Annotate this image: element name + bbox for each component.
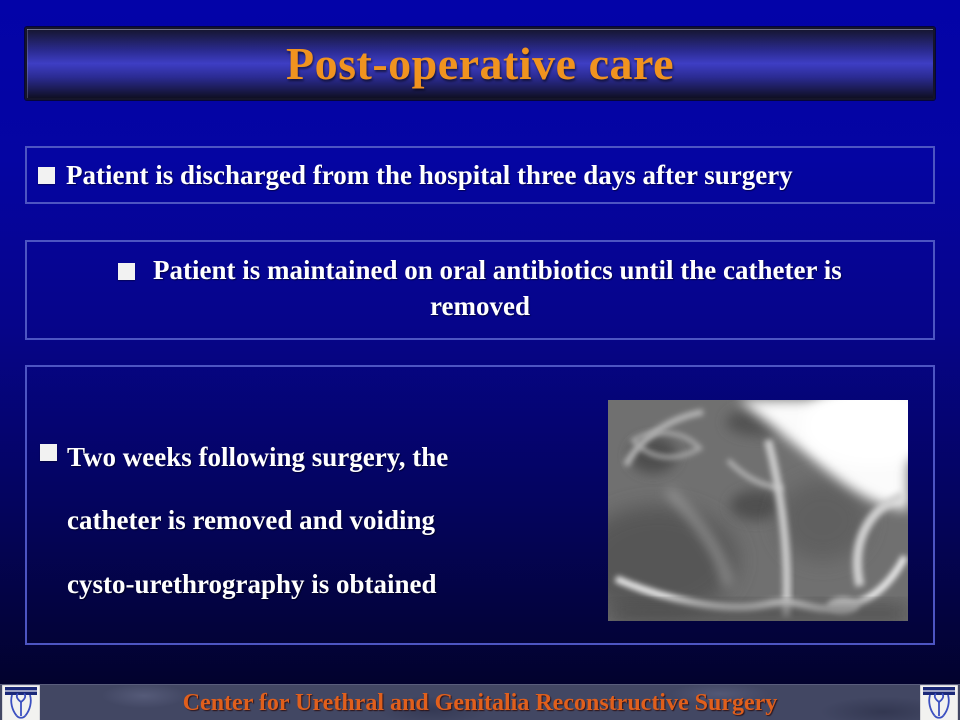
title-bar (25, 27, 935, 100)
center-emblem-icon-right (920, 685, 958, 720)
bullet-paragraph (40, 439, 448, 629)
bullet-square-icon (40, 444, 57, 461)
bullet-text: Patient is maintained on oral antibiotics until the catheter is (153, 255, 842, 285)
bullet-text-line-3: cysto-urethrography is obtained (67, 568, 437, 599)
bullet-text-line-2: catheter is removed and voiding (67, 505, 435, 536)
center-emblem-icon-left (2, 685, 40, 720)
bullet-line (27, 157, 793, 193)
bullet-square-icon (118, 263, 135, 280)
bullet-text-continuation: removed (430, 291, 530, 322)
bullet-box-2 (25, 240, 935, 340)
bullet-text-line-1: Two weeks following surgery, the (67, 442, 449, 472)
footer-bar (0, 684, 960, 720)
footer-title: Center for Urethral and Genitalia Reconstructive Surgery (182, 689, 778, 716)
bullet-square-icon (38, 167, 55, 184)
bullet-line (27, 252, 933, 288)
xray-image (608, 400, 908, 621)
bullet-text: Patient is discharged from the hospital three days after surgery (66, 159, 793, 190)
bullet-paragraph (27, 242, 933, 325)
slide-title: Post-operative care (286, 38, 674, 89)
bullet-box-1 (25, 146, 935, 204)
bullet-box-3 (25, 365, 935, 645)
